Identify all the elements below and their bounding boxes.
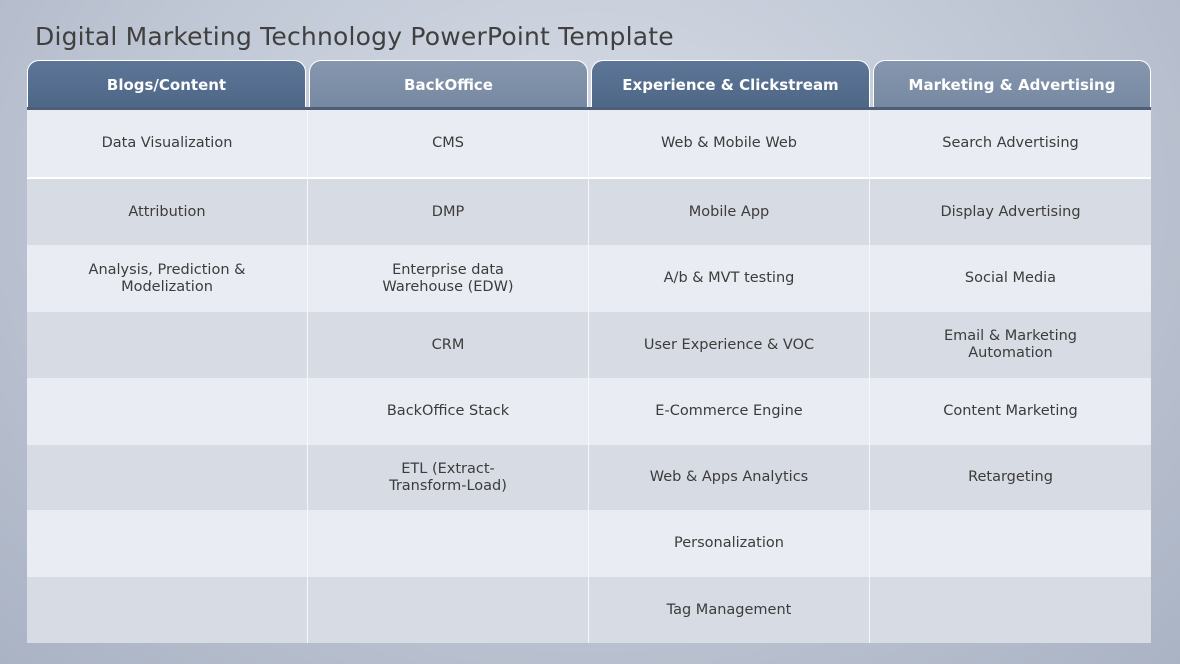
table-row — [27, 510, 1151, 577]
table-cell: CRM — [308, 312, 589, 378]
table-cell: Social Media — [964, 270, 1057, 286]
table-cell: Retargeting — [968, 469, 1053, 485]
table-cell: ETL (Extract- Transform-Load) — [308, 445, 589, 510]
table-row — [27, 445, 1151, 510]
table-row — [27, 577, 1151, 643]
table-cell: Mobile App — [589, 179, 870, 245]
slide-title: Digital Marketing Technology PowerPoint Template — [35, 22, 674, 51]
table-cell: Tag Management — [589, 577, 870, 643]
table-cell: Analysis, Prediction & Modelization — [27, 245, 308, 312]
table-row — [27, 245, 1151, 312]
table-cell: User Experience & VOC — [589, 312, 870, 378]
column-header-experience-clickstream: Experience & Clickstream — [591, 60, 870, 108]
table-cell — [27, 445, 308, 510]
column-header-marketing-advertising: Marketing & Advertising — [873, 60, 1151, 108]
table-cell: Display Advertising — [940, 203, 1081, 220]
table-row — [27, 312, 1151, 378]
table-cell — [870, 510, 1151, 577]
table-header — [27, 60, 1151, 110]
table-cell: Email & Marketing Automation — [943, 328, 1078, 361]
table-cell — [308, 577, 589, 643]
table-row — [27, 110, 1151, 177]
table-cell: Search Advertising — [942, 135, 1079, 151]
table-cell — [870, 577, 1151, 643]
table-cell — [27, 378, 308, 445]
table-body — [27, 110, 1151, 643]
technology-table — [27, 60, 1151, 643]
table-cell: Data Visualization — [27, 110, 308, 177]
table-cell: A/b & MVT testing — [589, 245, 870, 312]
table-cell: Attribution — [27, 179, 308, 245]
table-cell: Web & Mobile Web — [589, 110, 870, 177]
column-header-blogs-content: Blogs/Content — [27, 60, 306, 108]
table-cell: E-Commerce Engine — [589, 378, 870, 445]
table-cell: Personalization — [589, 510, 870, 577]
table-row — [27, 179, 1151, 245]
table-cell: Web & Apps Analytics — [589, 445, 870, 510]
table-cell: Content Marketing — [943, 403, 1078, 419]
table-cell: DMP — [308, 179, 589, 245]
table-cell: CMS — [308, 110, 589, 177]
table-cell — [27, 312, 308, 378]
column-header-backoffice: BackOffice — [309, 60, 588, 108]
table-cell — [308, 510, 589, 577]
table-cell: Enterprise data Warehouse (EDW) — [308, 245, 589, 312]
table-row — [27, 378, 1151, 445]
table-cell — [27, 577, 308, 643]
table-cell: BackOffice Stack — [308, 378, 589, 445]
table-cell — [27, 510, 308, 577]
